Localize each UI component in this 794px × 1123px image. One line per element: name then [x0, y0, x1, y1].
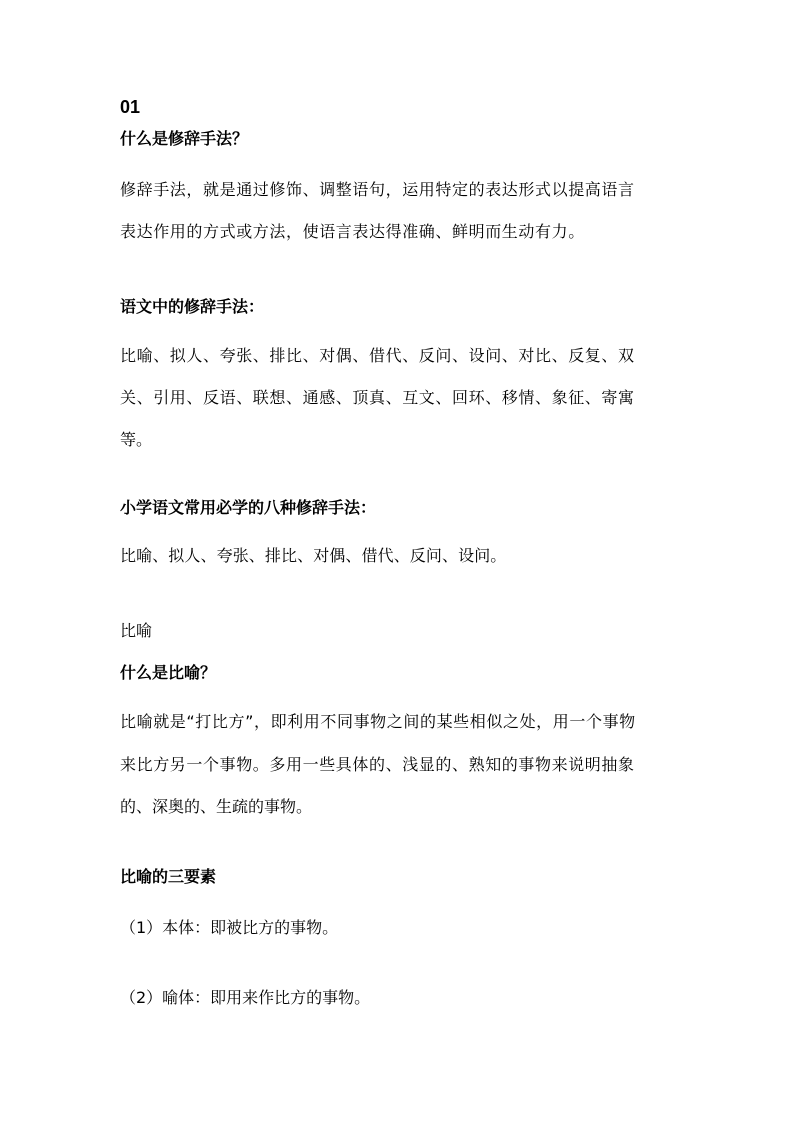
heading-metaphor-elements: 比喻的三要素	[120, 867, 217, 886]
section-number: 01	[120, 97, 141, 117]
metaphor-element-1: （1）本体：即被比方的事物。	[120, 918, 339, 937]
metaphor-explain-line-2: 来比方另一个事物。多用一些具体的、浅显的、熟知的事物来说明抽象	[120, 755, 635, 774]
heading-what-is-metaphor: 什么是比喻？	[120, 663, 217, 682]
list-all-line-2: 关、引用、反语、联想、通感、顶真、互文、回环、移情、象征、寄寓	[120, 388, 635, 407]
list-all-line-1: 比喻、拟人、夸张、排比、对偶、借代、反问、设问、对比、反复、双	[120, 346, 635, 365]
definition-line-2: 表达作用的方式或方法，使语言表达得准确、鲜明而生动有力。	[120, 222, 585, 241]
metaphor-element-2: （2）喻体：即用来作比方的事物。	[120, 988, 371, 1007]
heading-what-is-rhetoric: 什么是修辞手法？	[120, 129, 249, 148]
heading-primary-eight: 小学语文常用必学的八种修辞手法：	[120, 498, 377, 517]
metaphor-title: 比喻	[120, 621, 153, 640]
list-all-line-3: 等。	[120, 430, 153, 449]
metaphor-explain-line-1: 比喻就是“打比方”，即利用不同事物之间的某些相似之处，用一个事物	[120, 712, 636, 731]
list-eight-techniques: 比喻、拟人、夸张、排比、对偶、借代、反问、设问。	[120, 546, 507, 565]
metaphor-explain-line-3: 的、深奥的、生疏的事物。	[120, 797, 313, 816]
heading-rhetoric-in-chinese: 语文中的修辞手法：	[120, 297, 265, 316]
definition-line-1: 修辞手法，就是通过修饰、调整语句，运用特定的表达形式以提高语言	[120, 180, 635, 199]
